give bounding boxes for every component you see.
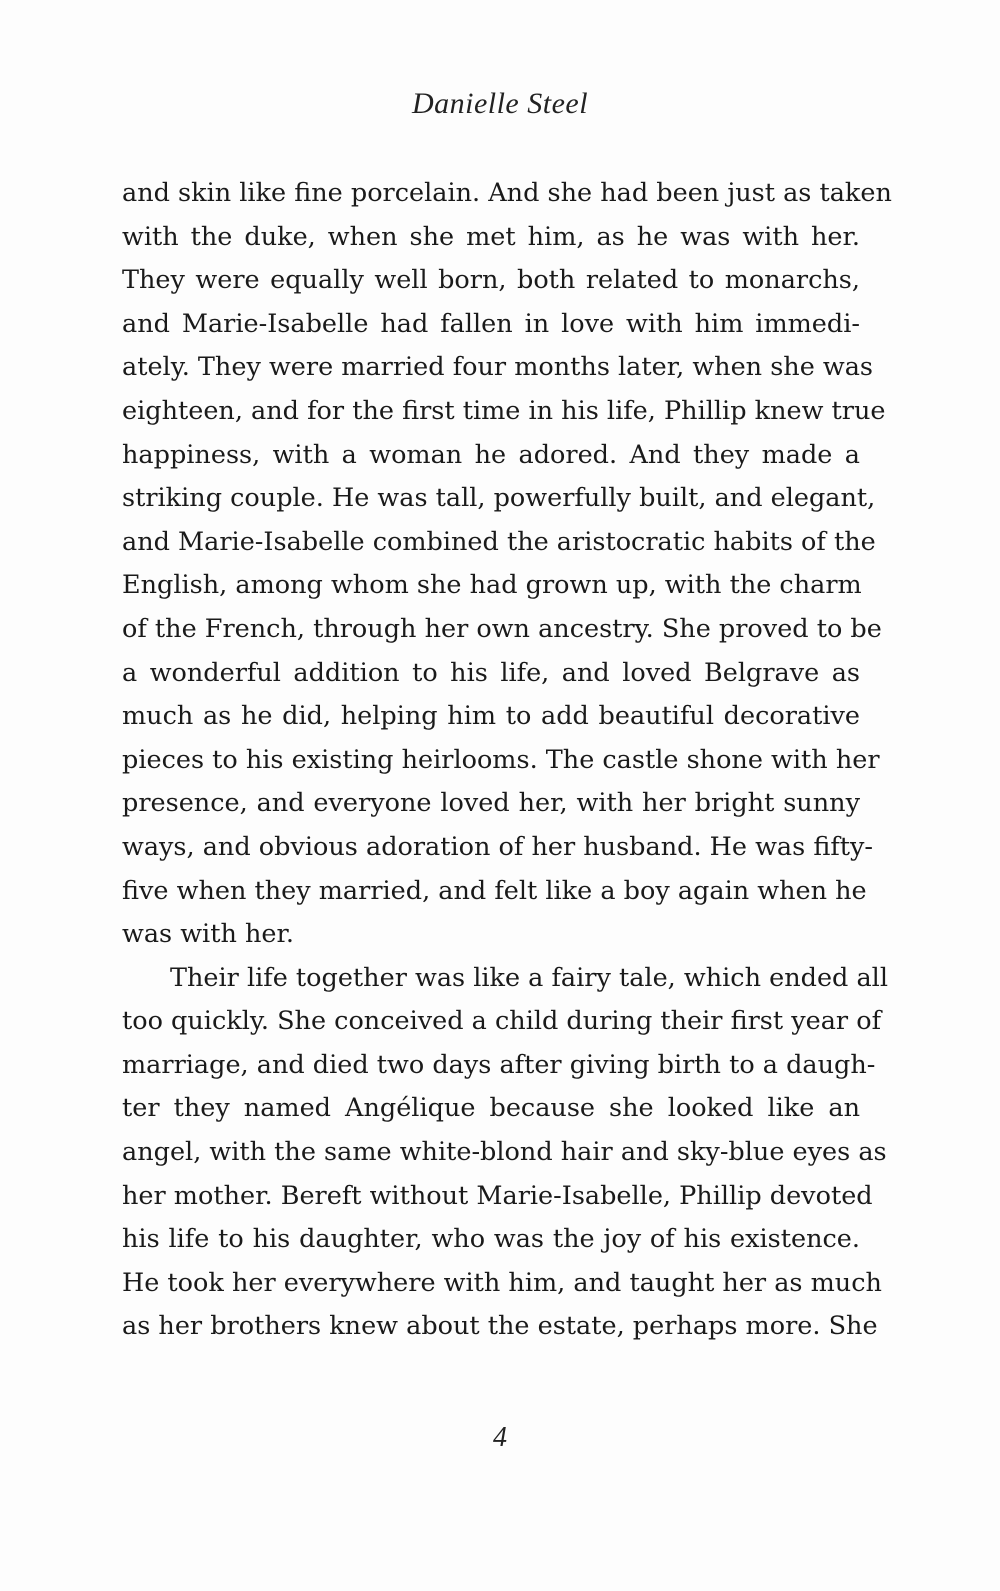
text-line: English, among whom she had grown up, with the charm xyxy=(122,570,862,601)
text-line: of the French, through her own ancestry. She proved to be xyxy=(122,613,882,644)
text-line: marriage, and died two days after giving birth to a daugh- xyxy=(122,1049,876,1080)
running-head: Danielle Steel xyxy=(411,87,589,120)
text-line: ately. They were married four months later, when she was xyxy=(122,352,874,383)
text-line: a wonderful addition to his life, and loved Belgrave as xyxy=(122,657,860,688)
body-text xyxy=(122,172,892,1349)
text-line: much as he did, helping him to add beautiful decorative xyxy=(122,701,860,732)
text-line: and skin like fine porcelain. And she had been just as taken xyxy=(122,178,892,208)
page-number: 4 xyxy=(493,1422,507,1453)
text-line: striking couple. He was tall, powerfully built, and elegant, xyxy=(122,483,876,514)
text-line: his life to his daughter, who was the joy of his existence. xyxy=(122,1224,860,1255)
text-line: presence, and everyone loved her, with her bright sunny xyxy=(122,788,860,819)
text-line: her mother. Bereft without Marie-Isabelle, Phillip devoted xyxy=(122,1180,873,1211)
text-line: and Marie-Isabelle had fallen in love with him immedi- xyxy=(122,308,860,339)
text-line: pieces to his existing heirlooms. The castle shone with her xyxy=(122,744,880,775)
text-line: and Marie-Isabelle combined the aristocratic habits of the xyxy=(122,526,876,557)
text-line: happiness, with a woman he adored. And they made a xyxy=(122,439,860,470)
text-line: He took her everywhere with him, and taught her as much xyxy=(122,1267,882,1298)
text-line: five when they married, and felt like a boy again when he xyxy=(122,875,867,906)
text-line: eighteen, and for the first time in his life, Phillip knew true xyxy=(122,395,886,426)
text-line: angel, with the same white-blond hair and sky-blue eyes as xyxy=(122,1137,887,1168)
text-line: with the duke, when she met him, as he was with her. xyxy=(122,221,860,252)
text-line: as her brothers knew about the estate, perhaps more. She xyxy=(122,1311,878,1342)
text-line: ways, and obvious adoration of her husband. He was fifty- xyxy=(122,831,874,862)
text-line: too quickly. She conceived a child during their first year of xyxy=(122,1006,882,1037)
text-line: was with her. xyxy=(122,919,294,950)
text-line: Their life together was like a fairy tale, which ended all xyxy=(170,962,888,993)
text-line: They were equally well born, both related to monarchs, xyxy=(122,265,860,296)
text-line: ter they named Angélique because she looked like an xyxy=(122,1093,860,1124)
